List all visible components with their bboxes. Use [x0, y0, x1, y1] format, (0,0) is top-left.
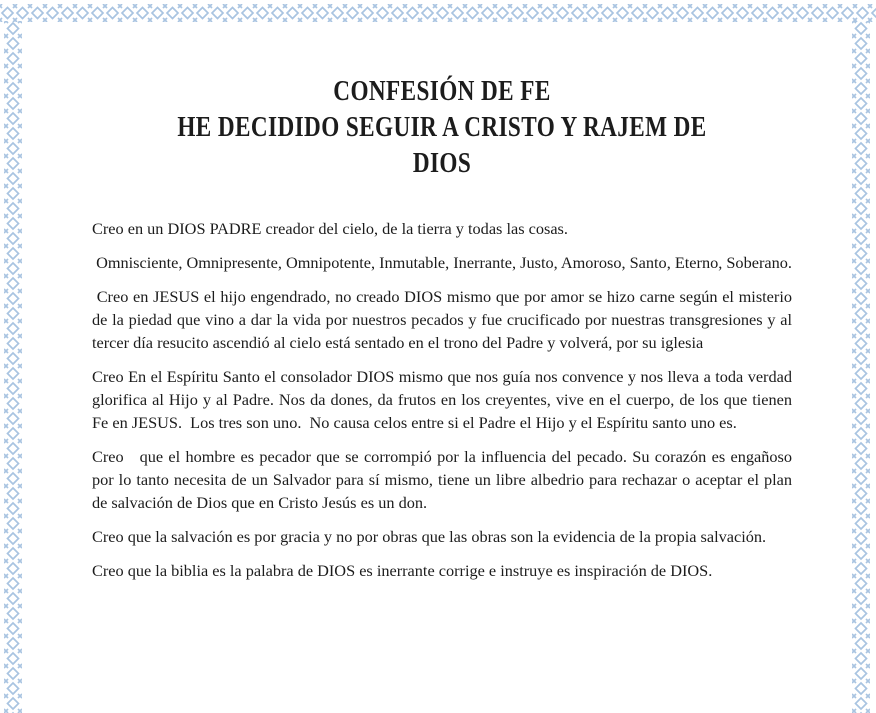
title-line-2: HE DECIDIDO SEGUIR A CRISTO Y RAJEM DE [177, 111, 707, 143]
paragraph-attributes: Omnisciente, Omnipresente, Omnipotente, Inmutable, Inerrante, Justo, Amoroso, Santo, Eterno, Soberano. [92, 253, 792, 272]
document-content [92, 0, 792, 593]
paragraph-creed-bible: Creo que la biblia es la palabra de DIOS es inerrante corrige e instruye es inspiración de DIOS. [92, 561, 713, 580]
title-line-1: CONFESIÓN DE FE [333, 75, 551, 107]
title-line-3: DIOS [412, 147, 472, 179]
document-title [92, 73, 792, 181]
stitch-border-left [4, 21, 22, 713]
paragraph-creed-salvation: Creo que la salvación es por gracia y no por obras que las obras son la evidencia de la propia salvación. [92, 527, 767, 546]
document-body [92, 217, 792, 582]
stitch-border-right [852, 21, 870, 713]
paragraph-creed-father: Creo en un DIOS PADRE creador del cielo, de la tierra y todas las cosas. [92, 219, 568, 238]
paragraph-creed-holy-spirit: Creo En el Espíritu Santo el consolador DIOS mismo que nos guía nos convence y nos lleva a toda verdad glorifica al Hijo y al Padre. Nos da dones, da frutos en los creyentes, vive en el cuerpo, de los que tienen Fe en JESUS. Los tres son uno. No causa celos entre si el Padre el Hijo y el Espíritu santo uno es. [92, 367, 792, 432]
paragraph-creed-man: Creo que el hombre es pecador que se corrompió por la influencia del pecado. Su corazón es engañoso por lo tanto necesita de un Salvador para sí mismo, tiene un libre albedrio para rechazar o aceptar el plan de salvación de Dios que en Cristo Jesús es un don. [92, 447, 792, 512]
paragraph-creed-jesus: Creo en JESUS el hijo engendrado, no creado DIOS mismo que por amor se hizo carne según el misterio de la piedad que vino a dar la vida por nuestros pecados y fue crucificado por nuestras transgresiones y al tercer día resucito ascendió al cielo está sentado en el trono del Padre y volverá, por su iglesia [92, 287, 792, 352]
